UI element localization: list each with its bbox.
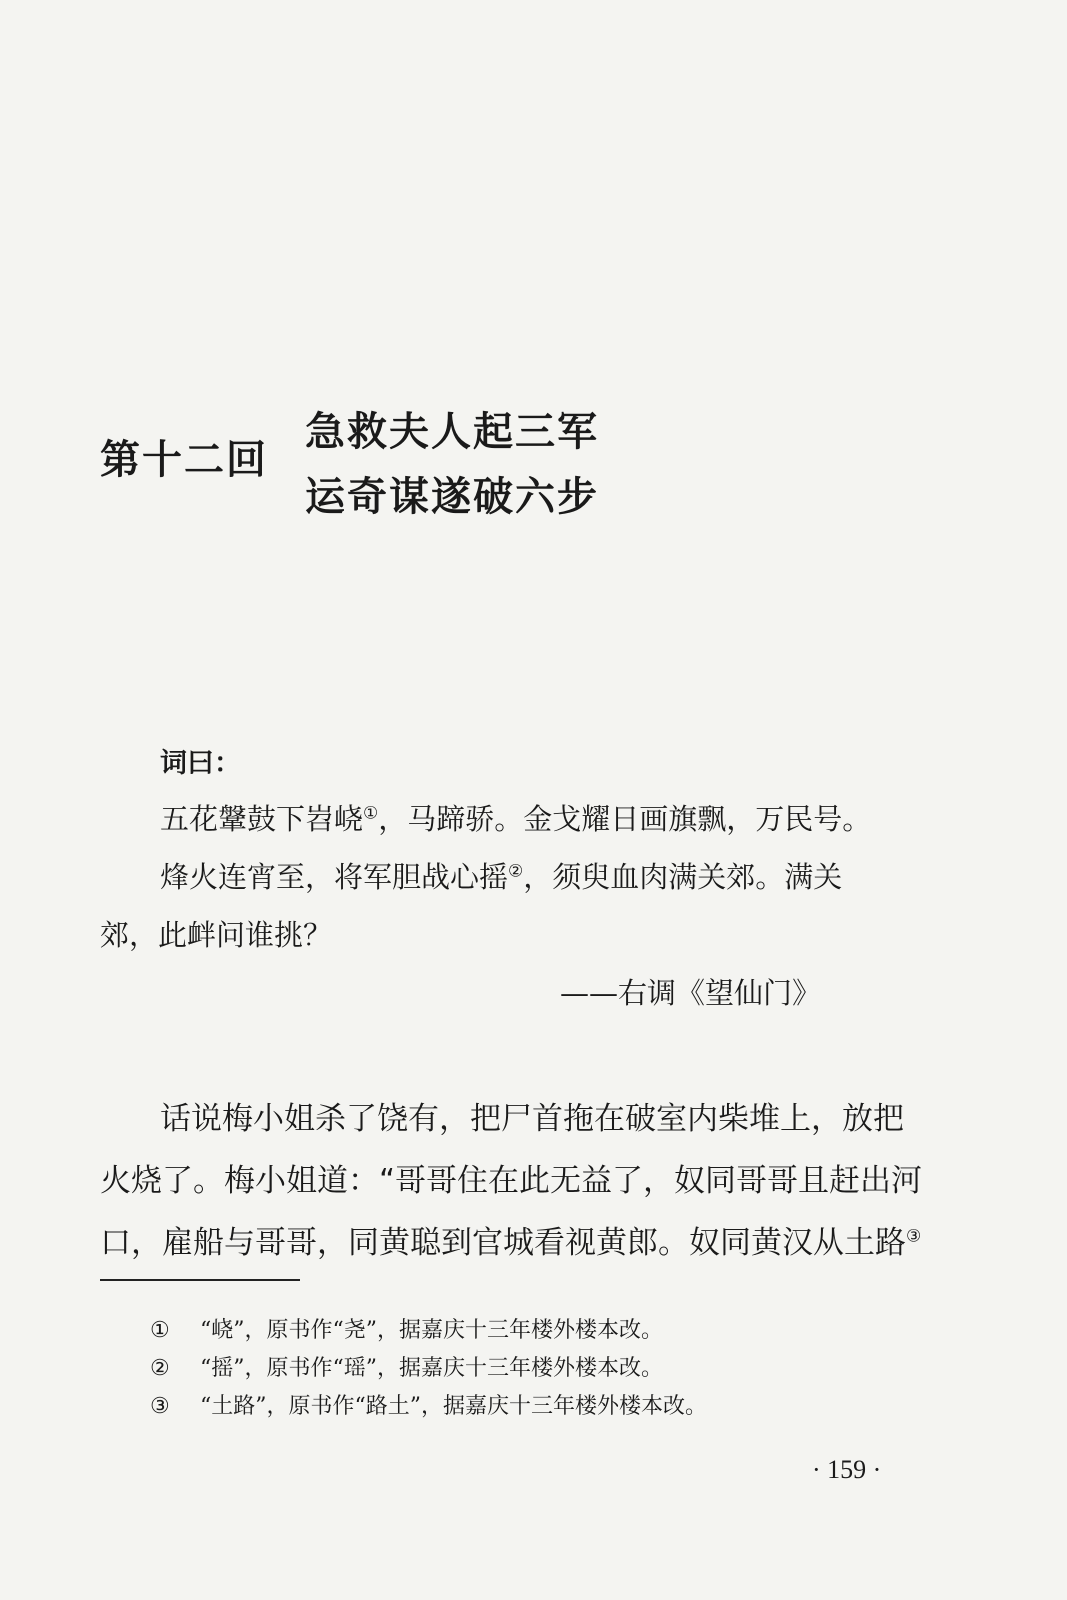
- footnote-2: ② “摇”，原书作“瑶”，据嘉庆十三年楼外楼本改。: [150, 1356, 663, 1381]
- poem-tune-signature: ——右调《望仙门》: [560, 976, 822, 1010]
- footnote-1: ① “峣”，原书作“尧”，据嘉庆十三年楼外楼本改。: [150, 1318, 663, 1343]
- footnotes: [150, 1312, 930, 1426]
- page-number: · 159 ·: [812, 1455, 882, 1484]
- footnote-3: ③ “土路”，原书作“路土”，据嘉庆十三年楼外楼本改。: [150, 1394, 707, 1419]
- prose-line-1: 话说梅小姐杀了饶有，把尸首拖在破室内柴堆上，放把: [160, 1101, 904, 1137]
- body-text: [100, 1088, 930, 1274]
- poem-line-2: 烽火连宵至，将军胆战心摇②，须臾血肉满关郊。满关: [160, 860, 843, 894]
- poem-line-1: 五花鞶鼓下岧峣①，马蹄骄。金戈耀日画旗飘，万民号。: [160, 802, 872, 836]
- chapter-title: [305, 400, 599, 530]
- prose-line-2: 火烧了。梅小姐道：“哥哥住在此无益了，奴同哥哥且赶出河: [100, 1163, 923, 1199]
- footnote-ref-2: ②: [508, 861, 524, 882]
- ci-poem: [100, 790, 930, 1022]
- ci-label: 词曰：: [160, 748, 241, 779]
- prose-line-3: 口，雇船与哥哥，同黄聪到官城看视黄郎。奴同黄汉从土路③: [100, 1225, 922, 1261]
- poem-line-3: 郊，此衅问谁挑？: [100, 918, 333, 952]
- chapter-title-line-2: 运奇谋遂破六步: [305, 474, 599, 520]
- chapter-title-line-1: 急救夫人起三军: [305, 409, 599, 455]
- footnote-ref-3: ③: [906, 1226, 922, 1247]
- footnote-divider: [100, 1279, 300, 1281]
- footnote-ref-1: ①: [363, 803, 379, 824]
- chapter-number: 第十二回: [100, 437, 268, 483]
